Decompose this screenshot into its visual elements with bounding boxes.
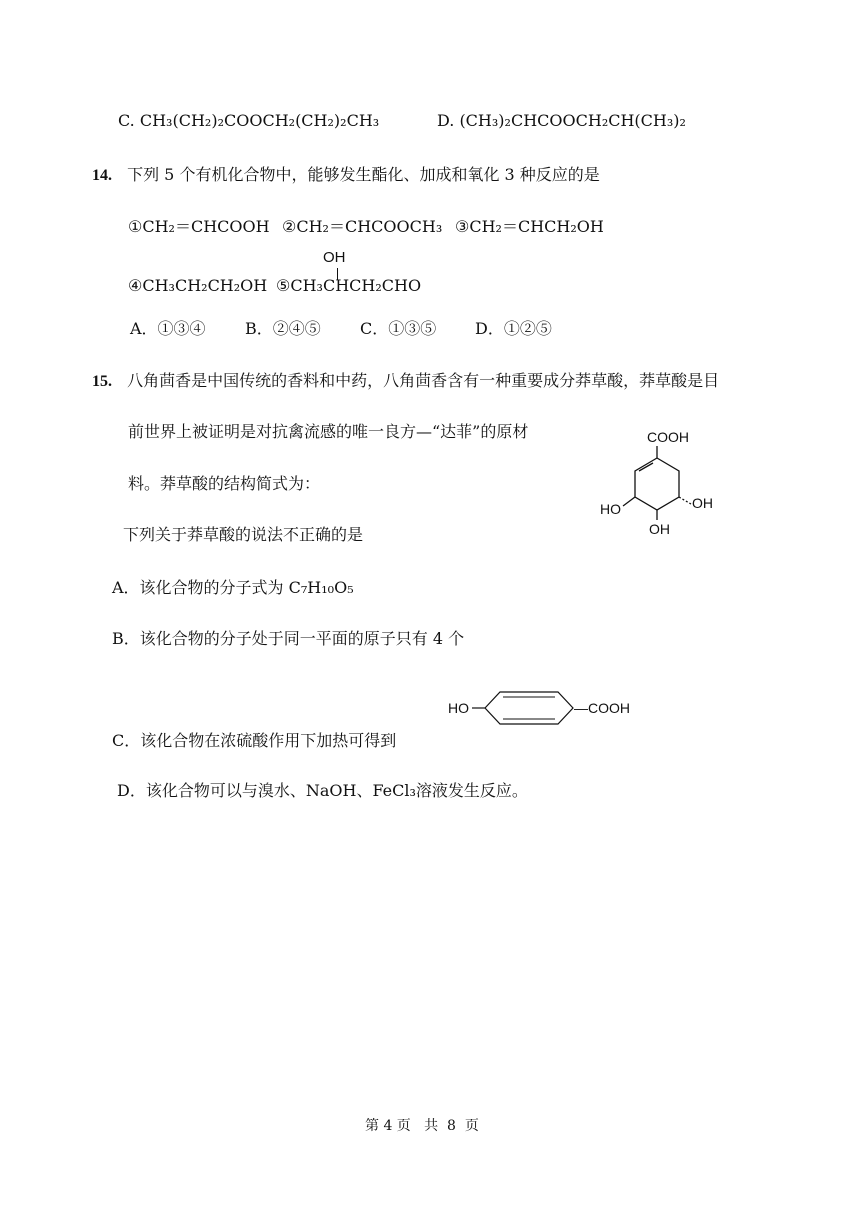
formula: CH₃(CH₂)₂COOCH₂(CH₂)₂CH₃ xyxy=(139,111,380,130)
question-stem-line2: 前世界上被证明是对抗禽流感的唯一良方—“达菲”的原材 xyxy=(128,422,529,441)
q14-option-a: A．①③④ xyxy=(130,319,206,338)
hydroxybenzoic-acid-structure xyxy=(445,684,630,734)
q14-stem-row xyxy=(92,162,600,185)
option-label: C. xyxy=(118,111,135,130)
question-stem-line1: 八角茴香是中国传统的香料和中药，八角茴香含有一种重要成分莽草酸，莽草酸是目 xyxy=(127,371,720,390)
page-footer: 第 4 页 共 8 页 xyxy=(365,1118,479,1134)
question-stem-line3: 料。莽草酸的结构简式为： xyxy=(128,474,321,493)
cooh-label: COOH xyxy=(647,429,689,445)
cooh-label: —COOH xyxy=(574,700,630,716)
option-label: D. xyxy=(437,111,455,130)
compound-1: ①CH₂＝CHCOOH xyxy=(128,217,270,236)
compound-3: ③CH₂＝CHCH₂OH xyxy=(455,217,604,236)
oh-bottom-label: OH xyxy=(649,521,670,537)
question-number: 15. xyxy=(92,373,112,390)
q13-option-c xyxy=(118,111,379,130)
ho-label: HO xyxy=(448,700,469,716)
q14-option-d: D．①②⑤ xyxy=(475,319,552,338)
q15-option-d: D．该化合物可以与溴水、NaOH、FeCl₃溶液发生反应。 xyxy=(117,781,528,800)
q14-option-c: C．①③⑤ xyxy=(360,319,437,338)
compound-5-oh: OH xyxy=(323,249,346,266)
q15-option-c: C．该化合物在浓硫酸作用下加热可得到 xyxy=(112,731,397,750)
q14-option-b: B．②④⑤ xyxy=(245,319,321,338)
question-number: 14. xyxy=(92,167,112,184)
q13-option-d xyxy=(437,111,686,130)
question-stem: 下列 5 个有机化合物中，能够发生酯化、加成和氧化 3 种反应的是 xyxy=(127,165,600,184)
q15-stem-row xyxy=(92,368,719,391)
ho-left-label: HO xyxy=(600,501,621,517)
q15-option-b: B．该化合物的分子处于同一平面的原子只有 4 个 xyxy=(112,629,465,648)
compound-2: ②CH₂＝CHCOOCH₃ xyxy=(282,217,443,236)
formula: (CH₃)₂CHCOOCH₂CH(CH₃)₂ xyxy=(459,111,686,130)
q15-option-a: A．该化合物的分子式为 C₇H₁₀O₅ xyxy=(112,578,354,597)
question-prompt: 下列关于莽草酸的说法不正确的是 xyxy=(123,525,364,544)
shikimic-acid-structure xyxy=(595,420,735,545)
compound-4: ④CH₃CH₂CH₂OH xyxy=(128,276,268,295)
oh-right-label: OH xyxy=(692,495,713,511)
compound-5: ⑤CH₃CHCH₂CHO xyxy=(276,276,422,295)
